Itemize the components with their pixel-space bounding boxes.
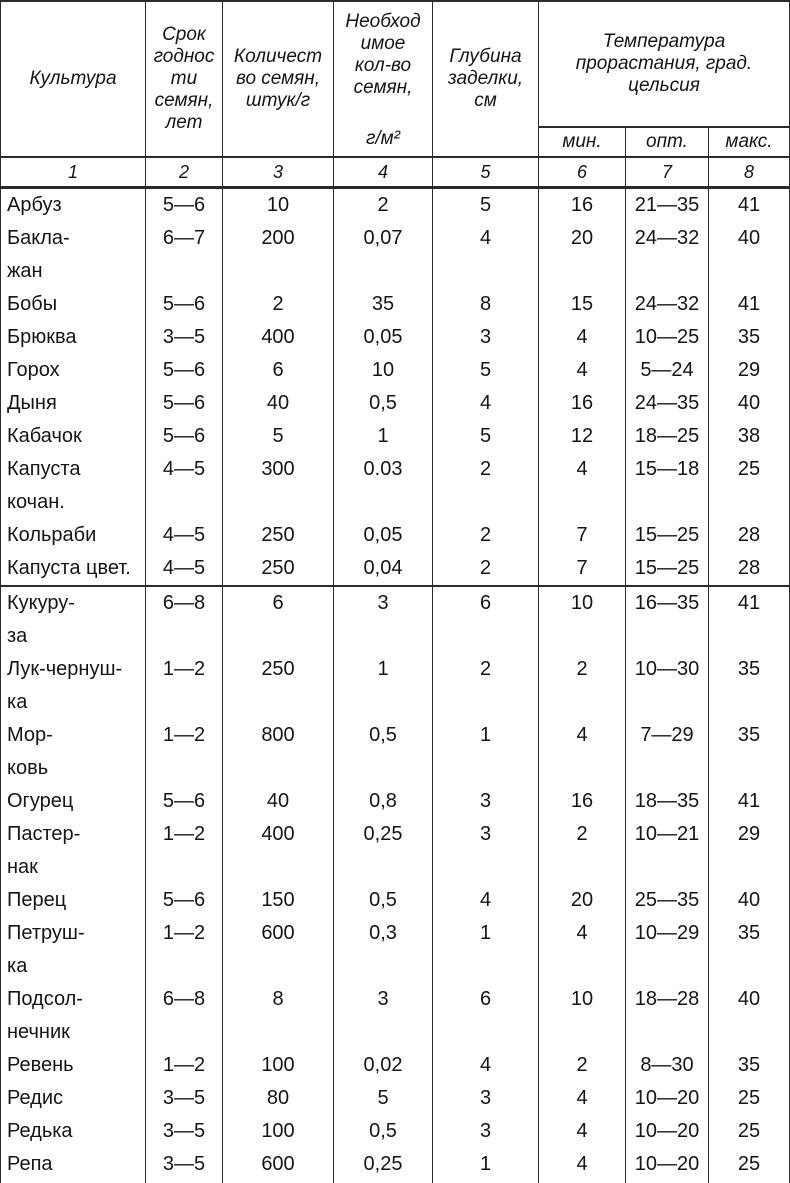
cell-depth: 3 — [433, 785, 539, 818]
cell-temp-min: 16 — [539, 785, 626, 818]
cell-seed-count: 200 — [223, 222, 334, 288]
cell-depth: 3 — [433, 321, 539, 354]
column-number-7: 7 — [626, 157, 709, 188]
cell-depth: 8 — [433, 288, 539, 321]
cell-depth: 4 — [433, 884, 539, 917]
cell-shelf-life: 4—5 — [146, 453, 223, 519]
cell-culture: Горох — [1, 354, 146, 387]
cell-depth: 5 — [433, 354, 539, 387]
cell-seed-count: 150 — [223, 884, 334, 917]
cell-required-amount: 10 — [334, 354, 433, 387]
cell-depth: 5 — [433, 420, 539, 453]
cell-temp-max: 40 — [709, 884, 790, 917]
cell-temp-min: 16 — [539, 387, 626, 420]
cell-temp-opt: 25—35 — [626, 884, 709, 917]
cell-depth: 3 — [433, 1115, 539, 1148]
cell-temp-min: 2 — [539, 653, 626, 719]
cell-shelf-life: 4—5 — [146, 519, 223, 552]
cell-temp-opt: 15—25 — [626, 552, 709, 586]
cell-required-amount: 0,25 — [334, 1148, 433, 1181]
column-number-2: 2 — [146, 157, 223, 188]
cell-depth: 5 — [433, 188, 539, 223]
table-row — [1, 1115, 790, 1148]
table-row — [1, 884, 790, 917]
cell-shelf-life: 3—5 — [146, 1082, 223, 1115]
cell-temp-opt: 15—25 — [626, 519, 709, 552]
cell-required-amount: 0,05 — [334, 519, 433, 552]
cell-seed-count: 2 — [223, 288, 334, 321]
cell-culture: Подсол- нечник — [1, 983, 146, 1049]
cell-temp-min: 2 — [539, 818, 626, 884]
cell-shelf-life: 3—5 — [146, 1115, 223, 1148]
cell-seed-count: 10 — [223, 188, 334, 223]
cell-temp-min: 10 — [539, 586, 626, 653]
cell-seed-count: 250 — [223, 653, 334, 719]
cell-depth: 3 — [433, 1082, 539, 1115]
table-row — [1, 1148, 790, 1181]
cell-temp-max: 38 — [709, 420, 790, 453]
table-row — [1, 188, 790, 223]
cell-temp-min: 4 — [539, 719, 626, 785]
header-temp-opt: опт. — [626, 127, 709, 157]
cell-required-amount: 0,07 — [334, 222, 433, 288]
cell-temp-opt: 10—29 — [626, 917, 709, 983]
cell-required-amount: 0,5 — [334, 884, 433, 917]
table-row — [1, 321, 790, 354]
cell-culture: Редис — [1, 1082, 146, 1115]
cell-temp-min: 20 — [539, 222, 626, 288]
cell-temp-opt: 7—29 — [626, 719, 709, 785]
table-row — [1, 1049, 790, 1082]
cell-shelf-life: 1—2 — [146, 653, 223, 719]
cell-temp-max: 25 — [709, 1115, 790, 1148]
cell-temp-min: 12 — [539, 420, 626, 453]
cell-shelf-life: 6—8 — [146, 983, 223, 1049]
cell-seed-count: 600 — [223, 1148, 334, 1181]
cell-temp-opt: 16—35 — [626, 586, 709, 653]
cell-temp-opt: 10—25 — [626, 321, 709, 354]
table-row — [1, 453, 790, 519]
table-row — [1, 420, 790, 453]
cell-culture: Кукуру- за — [1, 586, 146, 653]
cell-required-amount: 0.03 — [334, 453, 433, 519]
cell-shelf-life: 5—6 — [146, 884, 223, 917]
cell-seed-count: 250 — [223, 552, 334, 586]
header-seed-count: Количест во семян, штук/г — [223, 1, 334, 157]
cell-required-amount: 3 — [334, 983, 433, 1049]
cell-depth: 2 — [433, 552, 539, 586]
cell-temp-opt: 10—20 — [626, 1148, 709, 1181]
cell-temp-opt: 5—24 — [626, 354, 709, 387]
cell-shelf-life: 5—6 — [146, 387, 223, 420]
cell-temp-max: 35 — [709, 1049, 790, 1082]
cell-temp-opt: 8—30 — [626, 1049, 709, 1082]
cell-culture: Огурец — [1, 785, 146, 818]
cell-shelf-life: 3—5 — [146, 1148, 223, 1181]
cell-depth: 1 — [433, 917, 539, 983]
cell-temp-max: 41 — [709, 785, 790, 818]
column-number-6: 6 — [539, 157, 626, 188]
cell-temp-max: 41 — [709, 586, 790, 653]
cell-seed-count: 250 — [223, 519, 334, 552]
header-temperature: Температура прорастания, град. цельсия — [539, 1, 790, 127]
header-shelf-life: Срок годнос ти семян, лет — [146, 1, 223, 157]
cell-required-amount: 0,8 — [334, 785, 433, 818]
cell-temp-opt: 18—35 — [626, 785, 709, 818]
cell-temp-min: 4 — [539, 1148, 626, 1181]
header-required-amount — [334, 1, 433, 157]
header-row-numbers — [1, 157, 790, 188]
cell-culture: Бобы — [1, 288, 146, 321]
cell-temp-max: 29 — [709, 818, 790, 884]
cell-temp-max: 35 — [709, 653, 790, 719]
cell-temp-max: 35 — [709, 321, 790, 354]
cell-required-amount: 1 — [334, 420, 433, 453]
cell-shelf-life: 1—2 — [146, 1049, 223, 1082]
cell-culture: Дыня — [1, 387, 146, 420]
cell-required-amount: 2 — [334, 188, 433, 223]
table-row — [1, 387, 790, 420]
column-number-8: 8 — [709, 157, 790, 188]
cell-depth: 6 — [433, 586, 539, 653]
cell-seed-count: 6 — [223, 586, 334, 653]
cell-shelf-life: 5—6 — [146, 354, 223, 387]
cell-depth: 4 — [433, 1049, 539, 1082]
cell-seed-count: 40 — [223, 785, 334, 818]
cell-shelf-life: 5—6 — [146, 188, 223, 223]
cell-temp-min: 15 — [539, 288, 626, 321]
cell-temp-min: 10 — [539, 983, 626, 1049]
cell-temp-max: 29 — [709, 354, 790, 387]
cell-culture: Капуста кочан. — [1, 453, 146, 519]
cell-culture: Пастер- нак — [1, 818, 146, 884]
cell-seed-count: 40 — [223, 387, 334, 420]
cell-culture: Брюква — [1, 321, 146, 354]
cell-depth: 2 — [433, 519, 539, 552]
cell-temp-opt: 15—18 — [626, 453, 709, 519]
cell-temp-min: 4 — [539, 453, 626, 519]
cell-temp-opt: 24—32 — [626, 222, 709, 288]
cell-seed-count: 400 — [223, 818, 334, 884]
cell-seed-count: 100 — [223, 1049, 334, 1082]
table-row — [1, 785, 790, 818]
table-body — [1, 188, 790, 1182]
cell-depth: 4 — [433, 222, 539, 288]
cell-temp-opt: 10—21 — [626, 818, 709, 884]
cell-required-amount: 0,5 — [334, 1115, 433, 1148]
header-temp-min: мин. — [539, 127, 626, 157]
header-temp-max: макс. — [709, 127, 790, 157]
cell-required-amount: 1 — [334, 653, 433, 719]
table-row — [1, 917, 790, 983]
table-row — [1, 818, 790, 884]
cell-temp-max: 25 — [709, 1148, 790, 1181]
cell-required-amount: 35 — [334, 288, 433, 321]
cell-temp-max: 40 — [709, 222, 790, 288]
cell-temp-opt: 10—20 — [626, 1115, 709, 1148]
cell-temp-max: 40 — [709, 387, 790, 420]
cell-depth: 2 — [433, 653, 539, 719]
header-required-unit: г/м² — [365, 128, 400, 149]
table-row — [1, 552, 790, 586]
cell-shelf-life: 4—5 — [146, 552, 223, 586]
cell-shelf-life: 6—7 — [146, 222, 223, 288]
cell-shelf-life: 1—2 — [146, 719, 223, 785]
cell-seed-count: 80 — [223, 1082, 334, 1115]
column-number-4: 4 — [334, 157, 433, 188]
cell-shelf-life: 1—2 — [146, 818, 223, 884]
cell-seed-count: 5 — [223, 420, 334, 453]
table-row — [1, 222, 790, 288]
cell-temp-max: 28 — [709, 519, 790, 552]
cell-temp-min: 7 — [539, 552, 626, 586]
cell-temp-min: 16 — [539, 188, 626, 223]
header-depth: Глубина заделки, см — [433, 1, 539, 157]
cell-seed-count: 8 — [223, 983, 334, 1049]
cell-temp-opt: 10—20 — [626, 1082, 709, 1115]
cell-culture: Лук-чернуш- ка — [1, 653, 146, 719]
cell-required-amount: 0,5 — [334, 719, 433, 785]
cell-required-amount: 0,3 — [334, 917, 433, 983]
cell-temp-max: 25 — [709, 1082, 790, 1115]
cell-temp-min: 4 — [539, 354, 626, 387]
cell-depth: 1 — [433, 719, 539, 785]
cell-temp-min: 7 — [539, 519, 626, 552]
table-row — [1, 519, 790, 552]
cell-depth: 1 — [433, 1148, 539, 1181]
cell-shelf-life: 5—6 — [146, 420, 223, 453]
cell-culture: Петруш- ка — [1, 917, 146, 983]
cell-culture: Капуста цвет. — [1, 552, 146, 586]
column-number-3: 3 — [223, 157, 334, 188]
table-row — [1, 288, 790, 321]
cell-temp-max: 28 — [709, 552, 790, 586]
cell-seed-count: 6 — [223, 354, 334, 387]
cell-required-amount: 3 — [334, 586, 433, 653]
cell-shelf-life: 6—8 — [146, 586, 223, 653]
header-required-label: Необход имое кол-во семян, — [345, 11, 421, 98]
cell-seed-count: 600 — [223, 917, 334, 983]
table-row — [1, 354, 790, 387]
cell-temp-max: 35 — [709, 719, 790, 785]
header-required-wrap — [334, 3, 432, 155]
table-row — [1, 586, 790, 653]
table-row — [1, 719, 790, 785]
cell-culture: Бакла- жан — [1, 222, 146, 288]
cell-temp-opt: 21—35 — [626, 188, 709, 223]
cell-temp-opt: 18—28 — [626, 983, 709, 1049]
table-row — [1, 653, 790, 719]
header-culture: Культура — [1, 1, 146, 157]
cell-seed-count: 400 — [223, 321, 334, 354]
cell-temp-min: 4 — [539, 1115, 626, 1148]
cell-shelf-life: 1—2 — [146, 917, 223, 983]
cell-temp-max: 25 — [709, 453, 790, 519]
cell-temp-max: 41 — [709, 188, 790, 223]
cell-required-amount: 0,02 — [334, 1049, 433, 1082]
cell-temp-max: 41 — [709, 288, 790, 321]
cell-temp-min: 20 — [539, 884, 626, 917]
cell-shelf-life: 5—6 — [146, 785, 223, 818]
cell-temp-opt: 18—25 — [626, 420, 709, 453]
cell-culture: Репа — [1, 1148, 146, 1181]
cell-culture: Перец — [1, 884, 146, 917]
cell-depth: 4 — [433, 387, 539, 420]
cell-culture: Мор- ковь — [1, 719, 146, 785]
table-header — [1, 1, 790, 188]
cell-temp-opt: 24—35 — [626, 387, 709, 420]
cell-temp-min: 4 — [539, 917, 626, 983]
cell-depth: 2 — [433, 453, 539, 519]
cell-seed-count: 800 — [223, 719, 334, 785]
column-number-5: 5 — [433, 157, 539, 188]
cell-seed-count: 100 — [223, 1115, 334, 1148]
cell-depth: 6 — [433, 983, 539, 1049]
cell-temp-max: 35 — [709, 917, 790, 983]
cell-culture: Арбуз — [1, 188, 146, 223]
table-row — [1, 983, 790, 1049]
cell-culture: Кольраби — [1, 519, 146, 552]
cell-required-amount: 5 — [334, 1082, 433, 1115]
cell-temp-opt: 10—30 — [626, 653, 709, 719]
cell-temp-opt: 24—32 — [626, 288, 709, 321]
cell-temp-max: 40 — [709, 983, 790, 1049]
cell-required-amount: 0,04 — [334, 552, 433, 586]
header-row-main — [1, 1, 790, 127]
cell-required-amount: 0,25 — [334, 818, 433, 884]
cell-shelf-life: 5—6 — [146, 288, 223, 321]
cell-required-amount: 0,05 — [334, 321, 433, 354]
column-number-1: 1 — [1, 157, 146, 188]
cell-culture: Редька — [1, 1115, 146, 1148]
cell-shelf-life: 3—5 — [146, 321, 223, 354]
cell-required-amount: 0,5 — [334, 387, 433, 420]
cell-temp-min: 4 — [539, 321, 626, 354]
cell-culture: Кабачок — [1, 420, 146, 453]
cell-seed-count: 300 — [223, 453, 334, 519]
cell-depth: 3 — [433, 818, 539, 884]
cell-temp-min: 2 — [539, 1049, 626, 1082]
cell-culture: Ревень — [1, 1049, 146, 1082]
table-row — [1, 1082, 790, 1115]
cell-temp-min: 4 — [539, 1082, 626, 1115]
